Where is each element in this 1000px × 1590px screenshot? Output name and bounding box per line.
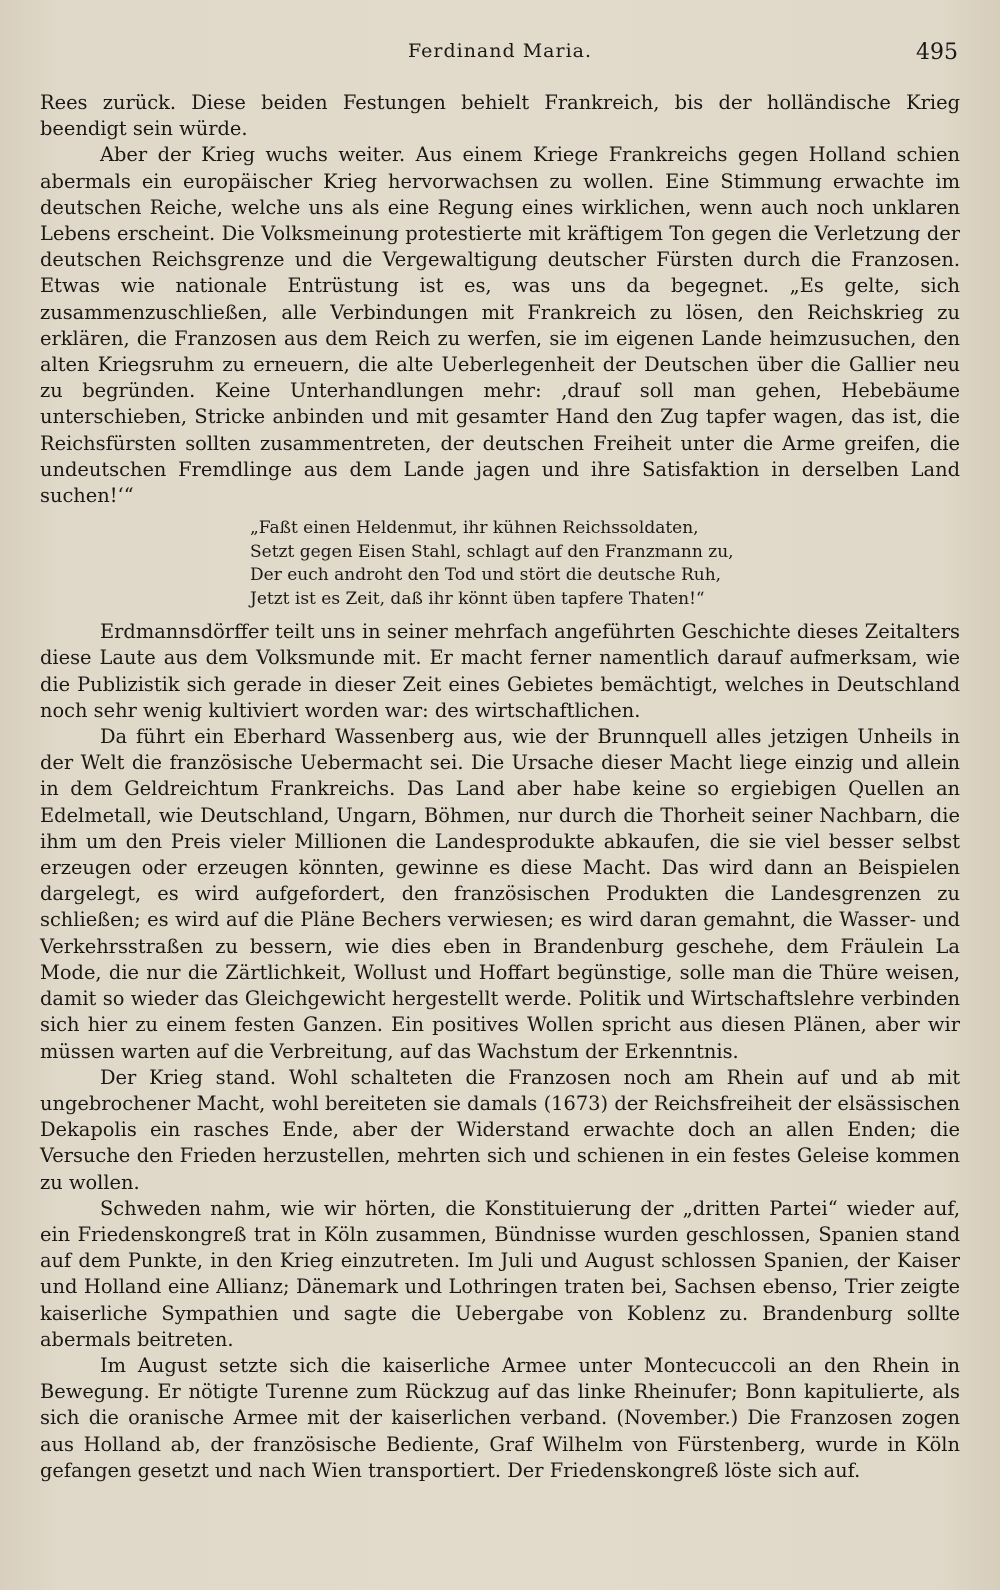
- poem-line: „Faßt einen Heldenmut, ihr kühnen Reichssoldaten,: [250, 518, 699, 539]
- paragraph: Im August setzte sich die kaiserliche Armee unter Montecuccoli an den Rhein in Bewegung. Er nötigte Turenne zum Rückzug auf das linke Rheinufer; Bonn kapitulierte, als sich die oranische Armee mit der kaiserlichen verband. (November.) Die Franzosen zogen aus Holland ab, der französische Bediente, Graf Wilhelm von Fürstenberg, wurde in Köln gefangen gesetzt und nach Wien transportiert. Der Friedenskongreß löste sich auf.: [40, 1353, 960, 1482]
- paragraph: Schweden nahm, wie wir hörten, die Konstituierung der „dritten Partei“ wieder auf, ein Friedenskongreß trat in Köln zusammen, Bündnisse wurden geschlossen, Spanien stand auf dem Punkte, in den Krieg einzutreten. Im Juli und August schlossen Spanien, der Kaiser und Holland eine Allianz; Dänemark und Lothringen traten bei, Sachsen ebenso, Trier zeigte kaiserliche Sympathien und sagte die Uebergabe von Koblenz zu. Brandenburg sollte abermals beitreten.: [40, 1196, 960, 1351]
- paragraph: Aber der Krieg wuchs weiter. Aus einem Kriege Frankreichs gegen Holland schien abermals ein europäischer Krieg hervorwachsen zu wollen. Eine Stimmung erwachte im deutschen Reiche, welche uns als eine Regung eines wirklichen, wenn auch noch unklaren Lebens erscheint. Die Volksmeinung protestierte mit kräftigem Ton gegen die Verletzung der deutschen Reichsgrenze und die Vergewaltigung deutscher Fürsten durch die Franzosen. Etwas wie nationale Entrüstung ist es, was uns da begegnet. „Es gelte, sich zusammenzuschließen, alle Verbindungen mit Frankreich zu lösen, den Reichskrieg zu erklären, die Franzosen aus dem Reich zu werfen, sie im eigenen Lande heimzusuchen, den alten Kriegsruhm zu erneuern, die alte Ueberlegenheit der Deutschen über die Gallier neu zu begründen. Keine Unterhandlungen mehr: ‚drauf soll man gehen, Hebebäume unterschieben, Stricke anbinden und mit gesamter Hand den Zug tapfer wagen, das ist, die Reichsfürsten sollten zusammentreten, der deutschen Freiheit unter die Arme greifen, die undeutschen Fremdlinge aus dem Lande jagen und ihre Satisfaktion in derselben Land suchen!‘“: [40, 143, 960, 508]
- poem-line: Jetzt ist es Zeit, daß ihr könnt üben tapfere Thaten!“: [250, 588, 705, 609]
- paragraph: Rees zurück. Diese beiden Festungen behielt Frankreich, bis der holländische Krieg beendigt sein würde.: [40, 91, 960, 141]
- paragraph: Der Krieg stand. Wohl schalteten die Franzosen noch am Rhein auf und ab mit ungebrochener Macht, wohl bereiteten sie damals (1673) der Reichsfreiheit der elsässischen Dekapolis ein rasches Ende, aber der Widerstand erwachte doch an allen Enden; die Versuche den Frieden herzustellen, mehrten sich und schienen in ein festes Geleise kommen zu wollen.: [40, 1065, 960, 1194]
- paragraph: Da führt ein Eberhard Wassenberg aus, wie der Brunnquell alles jetzigen Unheils in der Welt die französische Uebermacht sei. Die Ursache dieser Macht liege einzig und allein in dem Geldreichtum Frankreichs. Das Land aber habe keine so ergiebigen Quellen an Edelmetall, wie Deutschland, Ungarn, Böhmen, nur durch die Thorheit seiner Nachbarn, die ihm um den Preis vieler Millionen die Landesprodukte abkaufen, die sie viel besser selbst erzeugen oder erzeugen könnten, gewinne es diese Macht. Das wird dann an Beispielen dargelegt, es wird aufgefordert, den französischen Produkten die Landesgrenzen zu schließen; es wird auf die Pläne Bechers verwiesen; es wird daran gemahnt, die Wasser- und Verkehrsstraßen zu bessern, wie dies eben in Brandenburg geschehe, dem Fräulein La Mode, die nur die Zärtlichkeit, Wollust und Hoffart begünstige, solle man die Thüre weisen, damit so wieder das Gleichgewicht hergestellt werde. Politik und Wirtschaftslehre verbinden sich hier zu einem festen Ganzen. Ein positives Wollen spricht aus diesen Plänen, aber wir müssen warten auf die Verbreitung, auf das Wachstum der Erkenntnis.: [40, 725, 960, 1063]
- quoted-poem: [250, 517, 960, 611]
- page-number: 495: [916, 40, 958, 65]
- poem-line: Setzt gegen Eisen Stahl, schlagt auf den Franzmann zu,: [250, 541, 734, 562]
- body-text: [40, 90, 960, 1484]
- page-header: [40, 34, 960, 70]
- paragraph: Erdmannsdörffer teilt uns in seiner mehrfach angeführten Geschichte dieses Zeitalters diese Laute aus dem Volksmunde mit. Er macht ferner namentlich darauf aufmerksam, wie die Publizistik sich gerade in dieser Zeit eines Gebietes bemächtigt, welches in Deutschland noch sehr wenig kultiviert worden war: des wirtschaftlichen.: [40, 620, 960, 722]
- poem-line: Der euch androht den Tod und stört die deutsche Ruh,: [250, 565, 722, 586]
- running-title: Ferdinand Maria.: [407, 40, 593, 62]
